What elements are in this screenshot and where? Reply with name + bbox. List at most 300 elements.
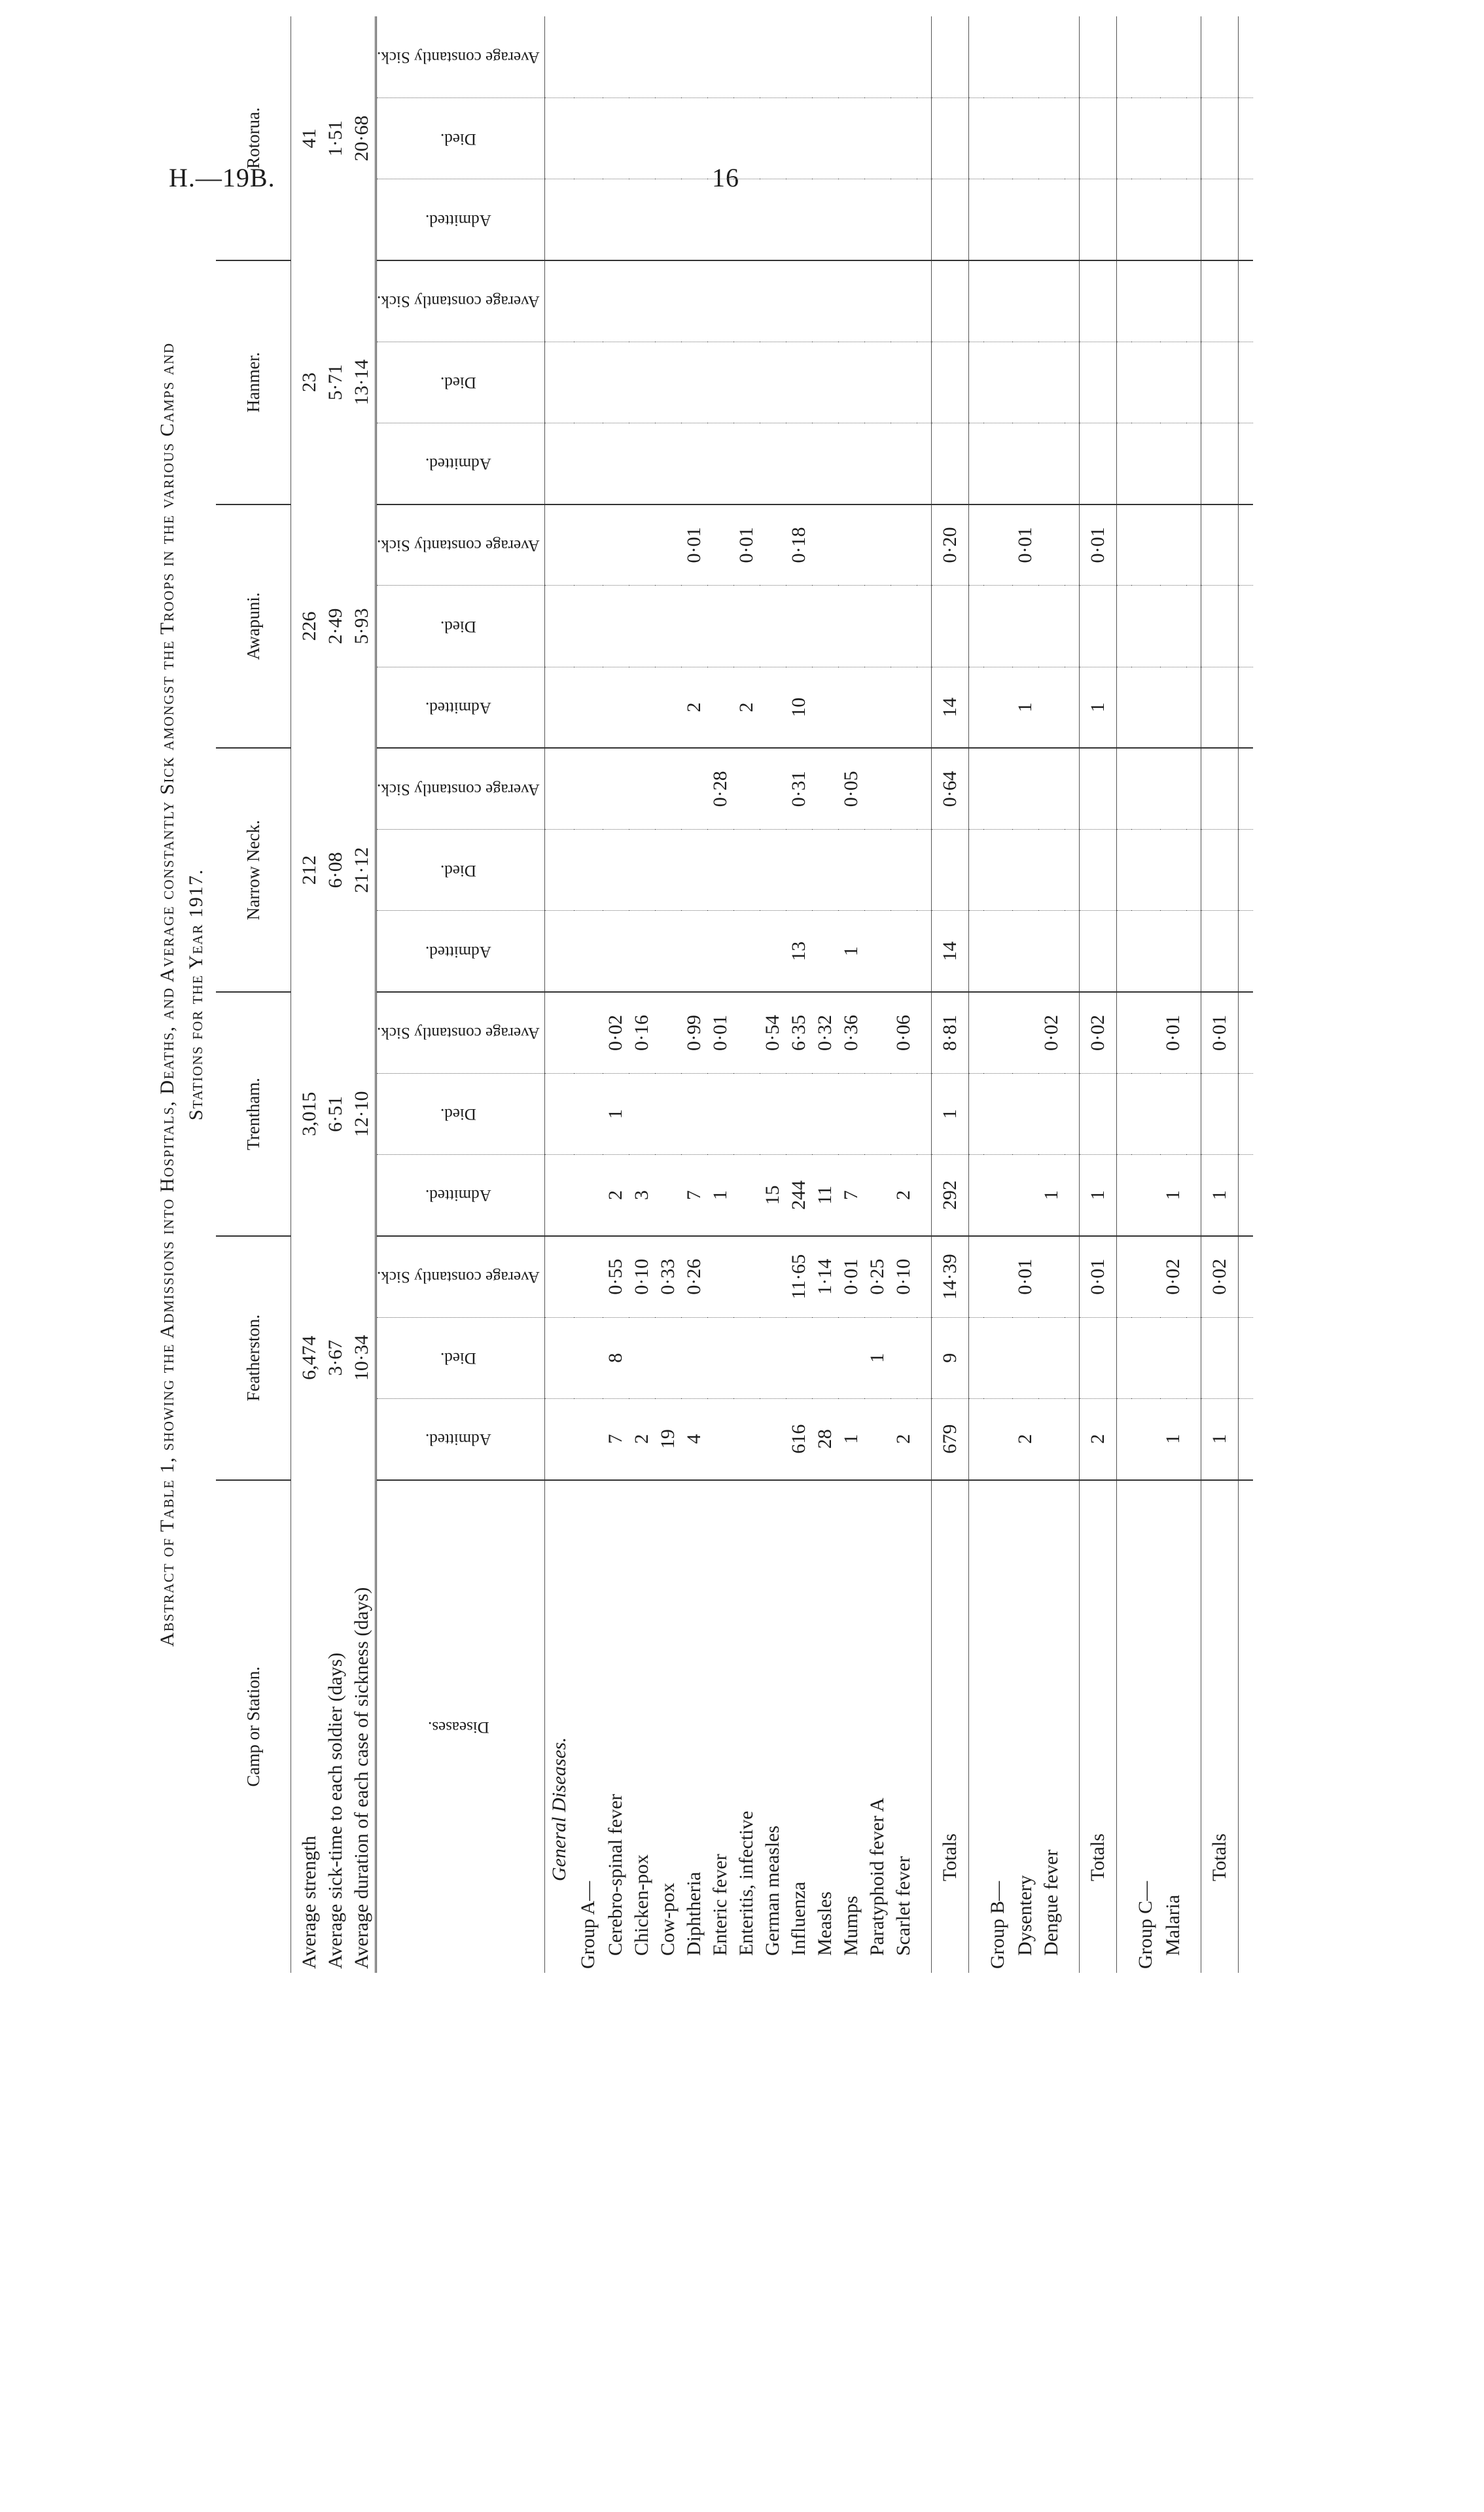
value-cell: 1 (1079, 667, 1116, 748)
value-cell (1012, 423, 1038, 504)
value-cell (707, 1398, 733, 1479)
subheader-sick (376, 260, 545, 342)
value-cell: 2 (891, 1398, 917, 1479)
empty-cell (1131, 179, 1160, 260)
value-cell (891, 179, 917, 260)
value-cell: 7 (603, 1398, 629, 1479)
spacer-row (1238, 16, 1253, 1973)
empty-cell (544, 97, 574, 179)
stat-label: Average duration of each case of sickness (days) (351, 1587, 372, 1969)
value-cell (1038, 830, 1065, 911)
value-cell (1012, 16, 1038, 97)
value-cell (707, 260, 733, 342)
stat-value: 212 (298, 855, 320, 885)
stat-value: 21·12 (351, 847, 372, 893)
empty-cell (917, 1317, 932, 1398)
value-cell (707, 342, 733, 423)
disease-name: Dysentery (1014, 1875, 1036, 1956)
disease-name: Scarlet fever (892, 1856, 914, 1956)
empty-cell (917, 667, 932, 748)
stat-value: 10·34 (351, 1335, 372, 1381)
value-cell: 0·01 (1201, 992, 1238, 1073)
section-heading: General Diseases. (548, 1737, 570, 1881)
empty-cell (574, 748, 603, 829)
value-cell (629, 342, 655, 423)
totals-label: Totals (931, 1480, 968, 1973)
empty-cell (1116, 1236, 1131, 1317)
value-cell (1201, 179, 1238, 260)
value-cell (1038, 586, 1065, 667)
value-cell (812, 911, 838, 992)
empty-cell (968, 748, 983, 829)
empty-cell (968, 16, 983, 97)
value-cell (629, 586, 655, 667)
value-cell (760, 16, 786, 97)
empty-cell (1131, 1236, 1160, 1317)
empty-cell (1131, 97, 1160, 179)
value-cell (838, 504, 864, 586)
empty-cell (968, 1236, 983, 1317)
camp-trentham: Trentham. (216, 992, 291, 1236)
value-cell (1160, 16, 1186, 97)
value-cell: 1 (1201, 1155, 1238, 1236)
value-cell: 292 (931, 1155, 968, 1236)
empty-cell (544, 992, 574, 1073)
value-cell (786, 97, 812, 179)
value-cell (812, 748, 838, 829)
empty-cell (574, 830, 603, 911)
value-cell (1079, 260, 1116, 342)
disease-row (812, 16, 838, 1973)
value-cell (812, 1073, 838, 1154)
value-cell: 11 (812, 1155, 838, 1236)
value-cell: 0·01 (1160, 992, 1186, 1073)
value-cell: 0·36 (838, 992, 864, 1073)
group-heading: Group B— (986, 1881, 1008, 1969)
empty-cell (1238, 748, 1253, 829)
empty-cell (983, 1073, 1012, 1154)
value-cell (812, 16, 838, 97)
value-cell: 0·10 (891, 1236, 917, 1317)
value-cell (931, 260, 968, 342)
subheader-admitted (376, 911, 545, 992)
value-cell (707, 586, 733, 667)
empty-cell (1186, 1317, 1201, 1398)
value-cell: 14 (931, 911, 968, 992)
value-cell (864, 830, 891, 911)
value-cell: 2 (733, 667, 760, 748)
subheader-sick-text: Average constantly Sick. (377, 780, 540, 798)
empty-cell (983, 830, 1012, 911)
stat-value: 6·08 (325, 852, 346, 889)
value-cell (812, 830, 838, 911)
value-cell (629, 423, 655, 504)
value-cell (864, 667, 891, 748)
empty-cell (1186, 16, 1201, 97)
empty-cell (544, 504, 574, 586)
value-cell (655, 504, 681, 586)
value-cell (891, 16, 917, 97)
value-cell (1038, 504, 1065, 586)
section-heading-row (544, 16, 574, 1973)
empty-cell (1131, 423, 1160, 504)
value-cell: 0·25 (864, 1236, 891, 1317)
empty-cell (574, 504, 603, 586)
empty-cell (1238, 1317, 1253, 1398)
value-cell (891, 423, 917, 504)
value-cell: 2 (629, 1398, 655, 1479)
subheader-died (376, 830, 545, 911)
empty-cell (574, 1155, 603, 1236)
spacer-cell (917, 1480, 932, 1973)
empty-cell (1186, 342, 1201, 423)
empty-cell (1065, 1073, 1080, 1154)
value-cell (1160, 423, 1186, 504)
value-cell (1012, 342, 1038, 423)
value-cell (655, 1317, 681, 1398)
diseases-header-text: Diseases. (427, 1718, 489, 1736)
value-cell (707, 830, 733, 911)
empty-cell (983, 911, 1012, 992)
value-cell (733, 992, 760, 1073)
value-cell (681, 260, 707, 342)
value-cell (891, 504, 917, 586)
empty-cell (1065, 504, 1080, 586)
value-cell (1038, 1317, 1065, 1398)
empty-cell (544, 911, 574, 992)
empty-cell (968, 504, 983, 586)
diseases-header (376, 1480, 545, 1973)
value-cell (733, 1317, 760, 1398)
value-cell (1012, 586, 1038, 667)
value-cell: 0·02 (603, 992, 629, 1073)
subheader-died-text: Died. (440, 861, 476, 879)
value-cell (655, 179, 681, 260)
value-cell: 2 (603, 1155, 629, 1236)
value-cell: 0·26 (681, 1236, 707, 1317)
value-cell: 0·99 (681, 992, 707, 1073)
caption-line-1: Abstract of Table 1, showing the Admissions into Hospitals, Deaths, and Average constantly Sick amongst the Troops in the various Camps and (156, 342, 178, 1647)
empty-cell (1131, 504, 1160, 586)
empty-cell (1238, 667, 1253, 748)
value-cell: 0·16 (629, 992, 655, 1073)
value-cell (1038, 97, 1065, 179)
value-cell (629, 667, 655, 748)
value-cell (864, 342, 891, 423)
spacer-cell (1065, 1480, 1080, 1973)
value-cell (707, 179, 733, 260)
value-cell (891, 748, 917, 829)
value-cell (603, 748, 629, 829)
camp-hanmer: Hanmer. (216, 260, 291, 504)
value-cell (707, 1236, 733, 1317)
value-cell (864, 179, 891, 260)
value-cell (760, 1398, 786, 1479)
stat-row (349, 16, 376, 1973)
empty-cell (1116, 260, 1131, 342)
empty-cell (1186, 1073, 1201, 1154)
value-cell (812, 179, 838, 260)
value-cell: 8 (603, 1317, 629, 1398)
value-cell: 0·06 (891, 992, 917, 1073)
empty-cell (1116, 423, 1131, 504)
value-cell: 0·01 (1079, 504, 1116, 586)
disease-row (864, 16, 891, 1973)
value-cell (838, 586, 864, 667)
subheader-admitted (376, 1155, 545, 1236)
value-cell (891, 342, 917, 423)
value-cell (838, 16, 864, 97)
value-cell (760, 179, 786, 260)
value-cell (655, 1155, 681, 1236)
value-cell (1079, 16, 1116, 97)
totals-row (1079, 16, 1116, 1973)
stat-value: 12·10 (351, 1091, 372, 1137)
empty-cell (968, 1398, 983, 1479)
empty-cell (574, 1317, 603, 1398)
value-cell: 9 (931, 1317, 968, 1398)
value-cell: 1 (1079, 1155, 1116, 1236)
empty-cell (544, 1155, 574, 1236)
value-cell (891, 667, 917, 748)
value-cell: 244 (786, 1155, 812, 1236)
empty-cell (917, 97, 932, 179)
value-cell (733, 97, 760, 179)
value-cell (1160, 97, 1186, 179)
value-cell (603, 423, 629, 504)
subheader-sick (376, 748, 545, 829)
subheader-died (376, 342, 545, 423)
value-cell (1201, 586, 1238, 667)
empty-cell (1116, 16, 1131, 97)
value-cell (1079, 97, 1116, 179)
disease-row (655, 16, 681, 1973)
subheader-sick-text: Average constantly Sick. (377, 537, 540, 555)
value-cell: 1 (838, 911, 864, 992)
value-cell: 2 (681, 667, 707, 748)
value-cell (760, 830, 786, 911)
disease-name: Cerebro-spinal fever (604, 1794, 626, 1956)
empty-cell (574, 342, 603, 423)
value-cell (864, 260, 891, 342)
empty-cell (1065, 1155, 1080, 1236)
disease-row (891, 16, 917, 1973)
value-cell (681, 16, 707, 97)
value-cell (891, 830, 917, 911)
empty-cell (917, 586, 932, 667)
value-cell: 2 (891, 1155, 917, 1236)
value-cell (864, 1398, 891, 1479)
value-cell (864, 1073, 891, 1154)
disease-name: Diphtheria (682, 1871, 705, 1956)
value-cell (1012, 748, 1038, 829)
value-cell (1201, 911, 1238, 992)
empty-cell (1116, 1073, 1131, 1154)
value-cell: 10 (786, 667, 812, 748)
value-cell (812, 504, 838, 586)
value-cell: 0·01 (733, 504, 760, 586)
stat-value: 6·51 (325, 1095, 346, 1132)
disease-row (786, 16, 812, 1973)
value-cell (1201, 748, 1238, 829)
empty-cell (917, 748, 932, 829)
value-cell: 1 (1038, 1155, 1065, 1236)
admissions-table (216, 16, 1253, 1973)
value-cell (760, 667, 786, 748)
empty-cell (574, 179, 603, 260)
value-cell (655, 830, 681, 911)
value-cell: 3 (629, 1155, 655, 1236)
value-cell (1038, 911, 1065, 992)
stat-value: 20·68 (351, 115, 372, 162)
empty-cell (1065, 179, 1080, 260)
value-cell (1038, 16, 1065, 97)
empty-cell (1065, 992, 1080, 1073)
empty-cell (544, 342, 574, 423)
disease-row (1038, 16, 1065, 1973)
empty-cell (968, 1317, 983, 1398)
value-cell (786, 342, 812, 423)
value-cell (812, 97, 838, 179)
value-cell (838, 97, 864, 179)
value-cell (1201, 504, 1238, 586)
value-cell (733, 748, 760, 829)
empty-cell (1238, 586, 1253, 667)
value-cell (707, 97, 733, 179)
empty-cell (917, 1398, 932, 1479)
empty-cell (1238, 1236, 1253, 1317)
value-cell (931, 179, 968, 260)
value-cell (786, 586, 812, 667)
value-cell (655, 260, 681, 342)
empty-cell (1186, 423, 1201, 504)
empty-cell (1186, 1398, 1201, 1479)
value-cell (655, 16, 681, 97)
value-cell (1201, 830, 1238, 911)
empty-cell (1116, 179, 1131, 260)
empty-cell (1116, 1317, 1131, 1398)
value-cell (629, 1317, 655, 1398)
empty-cell (1116, 830, 1131, 911)
value-cell (681, 1317, 707, 1398)
empty-cell (1131, 586, 1160, 667)
empty-cell (1238, 1073, 1253, 1154)
value-cell: 0·01 (1079, 1236, 1116, 1317)
value-cell (681, 1073, 707, 1154)
subheader-row (376, 16, 545, 1973)
empty-cell (1131, 992, 1160, 1073)
subheader-sick (376, 504, 545, 586)
value-cell (1038, 179, 1065, 260)
empty-cell (968, 260, 983, 342)
empty-cell (917, 1155, 932, 1236)
value-cell (891, 260, 917, 342)
value-cell: 616 (786, 1398, 812, 1479)
value-cell (891, 586, 917, 667)
subheader-admitted (376, 1398, 545, 1479)
value-cell (838, 342, 864, 423)
empty-cell (1065, 423, 1080, 504)
value-cell (1079, 179, 1116, 260)
value-cell (655, 748, 681, 829)
value-cell: 1·14 (812, 1236, 838, 1317)
value-cell (655, 992, 681, 1073)
empty-cell (968, 423, 983, 504)
value-cell (891, 1317, 917, 1398)
empty-cell (917, 992, 932, 1073)
value-cell (1038, 342, 1065, 423)
value-cell (629, 911, 655, 992)
value-cell: 14 (931, 667, 968, 748)
empty-cell (1238, 830, 1253, 911)
empty-cell (574, 16, 603, 97)
subheader-admitted-text: Admitted. (425, 1430, 491, 1449)
empty-cell (1238, 16, 1253, 97)
value-cell (1160, 748, 1186, 829)
value-cell (707, 1317, 733, 1398)
value-cell (760, 1236, 786, 1317)
page-number: 16 (712, 163, 739, 192)
value-cell: 0·20 (931, 504, 968, 586)
value-cell (1079, 1073, 1116, 1154)
stat-value: 6,474 (298, 1336, 320, 1380)
value-cell: 1 (864, 1317, 891, 1398)
stat-value: 5·71 (325, 364, 346, 400)
empty-cell (1186, 1155, 1201, 1236)
value-cell (1201, 16, 1238, 97)
value-cell (1160, 830, 1186, 911)
empty-cell (1065, 1398, 1080, 1479)
disease-name: Enteritis, infective (735, 1811, 757, 1956)
value-cell (864, 992, 891, 1073)
empty-cell (983, 97, 1012, 179)
empty-cell (1116, 992, 1131, 1073)
empty-cell (1116, 748, 1131, 829)
value-cell (864, 1155, 891, 1236)
value-cell (760, 911, 786, 992)
spacer-row (1186, 16, 1201, 1973)
value-cell (1012, 260, 1038, 342)
value-cell (1160, 911, 1186, 992)
subheader-died (376, 97, 545, 179)
value-cell (1079, 748, 1116, 829)
value-cell: 0·31 (786, 748, 812, 829)
value-cell (655, 423, 681, 504)
value-cell: 1 (1201, 1398, 1238, 1479)
empty-cell (1065, 260, 1080, 342)
empty-cell (574, 260, 603, 342)
disease-name: Influenza (787, 1881, 809, 1956)
subheader-died-text: Died. (440, 374, 476, 392)
empty-cell (544, 1236, 574, 1317)
value-cell (655, 342, 681, 423)
subheader-sick-text: Average constantly Sick. (377, 48, 540, 66)
value-cell: 14·39 (931, 1236, 968, 1317)
subheader-sick-text: Average constantly Sick. (377, 292, 540, 311)
empty-cell (1131, 1317, 1160, 1398)
value-cell (1012, 1317, 1038, 1398)
value-cell (629, 1073, 655, 1154)
empty-cell (544, 423, 574, 504)
value-cell (760, 97, 786, 179)
empty-cell (1065, 342, 1080, 423)
spacer-cell (1116, 1480, 1131, 1973)
value-cell (1160, 342, 1186, 423)
empty-cell (1131, 667, 1160, 748)
value-cell (838, 179, 864, 260)
value-cell (1160, 1317, 1186, 1398)
disease-row (603, 16, 629, 1973)
